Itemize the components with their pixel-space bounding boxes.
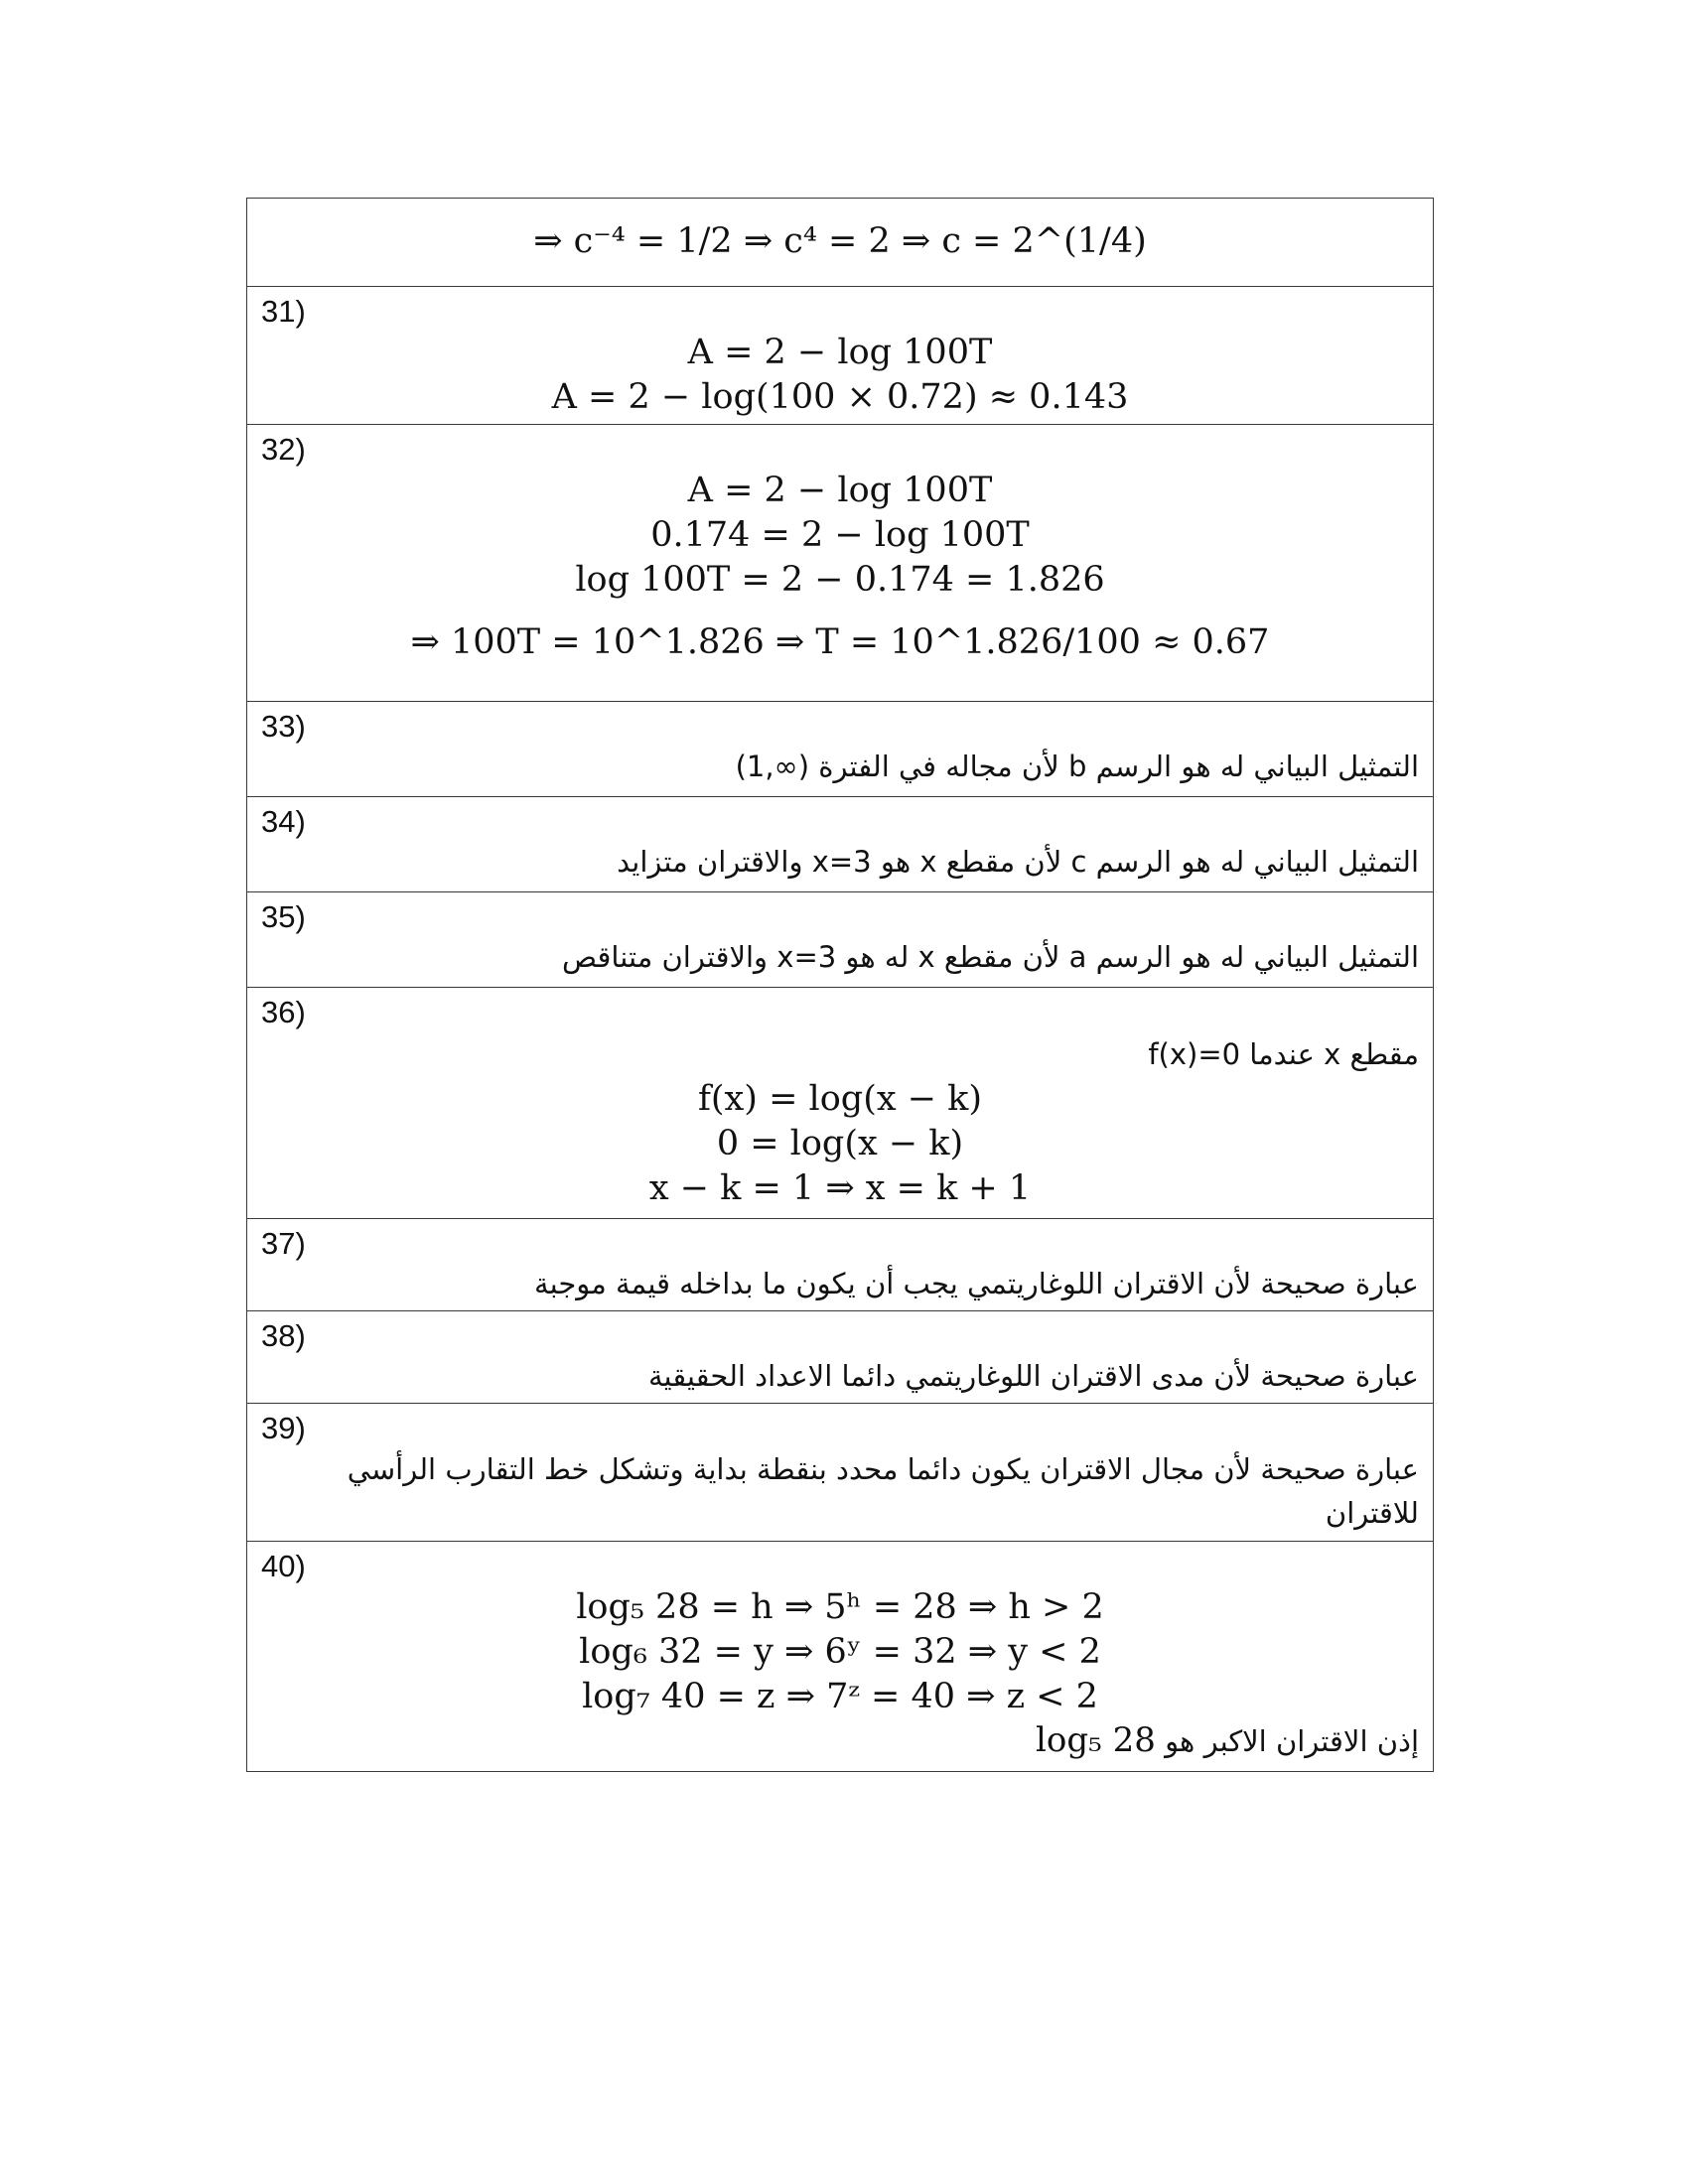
conclusion-math: log₅ 28 [1036,1720,1156,1760]
table-row [247,1219,1434,1311]
answer-table [246,198,1434,1772]
table-cell [247,425,1434,702]
table-cell [247,1542,1434,1772]
answer-text: عبارة صحيحة لأن مجال الاقتران يكون دائما محدد بنقطة بداية وتشكل خط التقارب الرأسي للاقتران [347,1452,1419,1530]
question-number: 38) [261,1318,306,1353]
table-cell [247,287,1434,425]
question-number: 32) [261,432,306,467]
math-line: 0.174 = 2 − log 100T [650,515,1030,555]
math-line: x − k = 1 ⇒ x = k + 1 [648,1168,1032,1208]
conclusion-label: إذن الاقتران الاكبر هو [1165,1724,1419,1758]
question-number: 39) [261,1411,306,1445]
math-line: log₅ 28 = h ⇒ 5ʰ = 28 ⇒ h > 2 [576,1587,1104,1627]
question-number: 34) [261,804,306,839]
table-row [247,199,1434,287]
table-cell [247,892,1434,988]
table-row [247,702,1434,797]
table-cell [247,1311,1434,1404]
answer-text: عبارة صحيحة لأن الاقتران اللوغاريتمي يجب أن يكون ما بداخله قيمة موجبة [534,1267,1419,1300]
table-row [247,797,1434,892]
math-line: A = 2 − log(100 × 0.72) ≈ 0.143 [551,377,1129,417]
table-cell [247,1219,1434,1311]
question-number: 37) [261,1226,306,1261]
table-row [247,425,1434,702]
math-line: 0 = log(x − k) [716,1124,964,1163]
answer-text: التمثيل البياني له هو الرسم a لأن مقطع x له هو x=3 والاقتران متناقص [562,940,1419,974]
math-line: f(x) = log(x − k) [697,1079,983,1119]
question-number: 40) [261,1549,306,1583]
table-row [247,287,1434,425]
math-line: ⇒ 100T = 10^1.826 ⇒ T = 10^1.826/100 ≈ 0.67 [410,622,1270,662]
table-row [247,1542,1434,1772]
math-line: A = 2 − log 100T [687,333,993,372]
table-cell [247,797,1434,892]
table-row [247,1311,1434,1404]
table-cell [247,988,1434,1219]
math-line: log 100T = 2 − 0.174 = 1.826 [575,560,1105,600]
table-cell [247,199,1434,287]
table-row [247,988,1434,1219]
question-number: 31) [261,294,306,329]
question-number: 35) [261,899,306,934]
table-row [247,1404,1434,1542]
math-line: A = 2 − log 100T [687,471,993,510]
question-number: 36) [261,995,306,1029]
table-row [247,892,1434,988]
answer-text: مقطع x عندما f(x)=0 [1148,1037,1419,1071]
table-cell [247,702,1434,797]
answer-text: التمثيل البياني له هو الرسم b لأن مجاله في الفترة (∞,1) [735,750,1419,783]
math-line: log₆ 32 = y ⇒ 6ʸ = 32 ⇒ y < 2 [579,1632,1101,1672]
conclusion-text [247,1719,1433,1762]
answer-text: عبارة صحيحة لأن مدى الاقتران اللوغاريتمي دائما الاعداد الحقيقية [647,1359,1419,1393]
answer-text: التمثيل البياني له هو الرسم c لأن مقطع x هو x=3 والاقتران متزايد [617,845,1419,879]
math-line: log₇ 40 = z ⇒ 7ᶻ = 40 ⇒ z < 2 [582,1677,1098,1716]
table-cell [247,1404,1434,1542]
math-line: ⇒ c⁻⁴ = 1/2 ⇒ c⁴ = 2 ⇒ c = 2^(1/4) [533,221,1147,261]
question-number: 33) [261,709,306,744]
